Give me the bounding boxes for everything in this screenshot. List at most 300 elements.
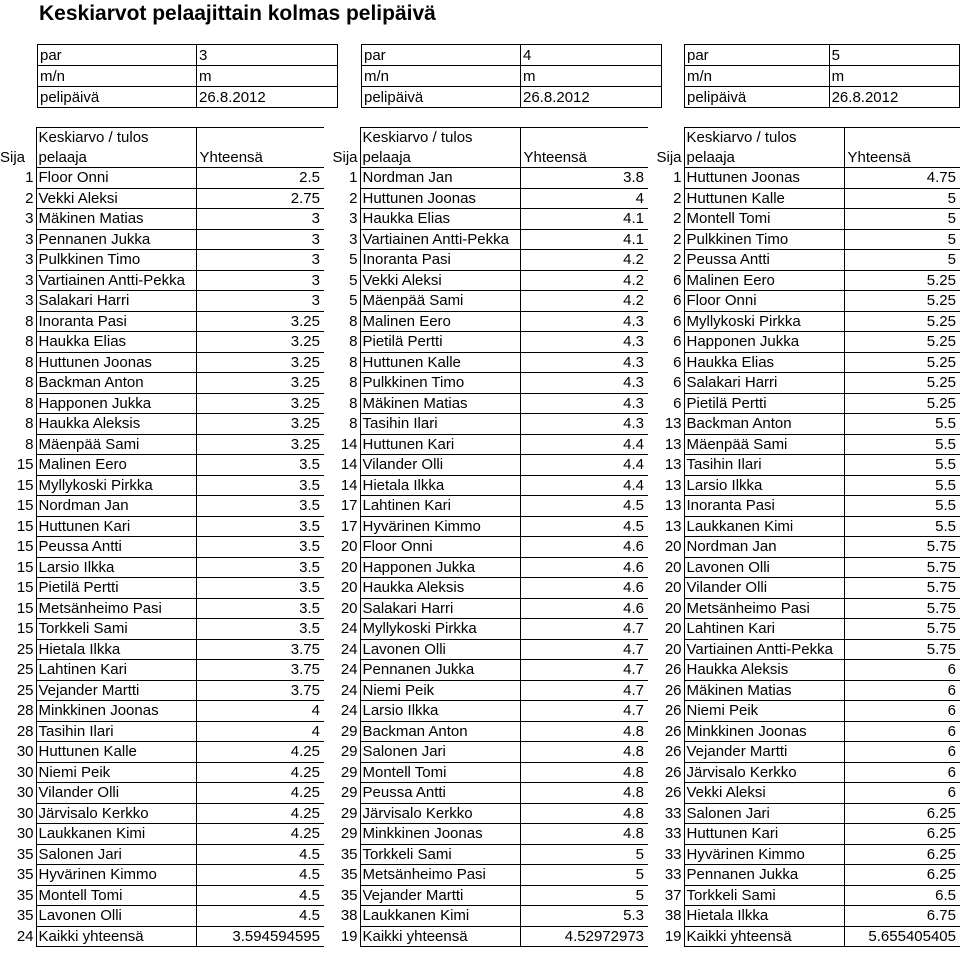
rank-cell: 5	[349, 292, 358, 310]
player-cell: Haukka Aleksis	[360, 578, 520, 599]
score-cell: 4.6	[520, 578, 648, 599]
player-cell: Vekki Aleksi	[36, 188, 196, 209]
table-row	[0, 414, 960, 435]
rank-cell: 3	[25, 230, 34, 248]
rank-cell: 17	[340, 497, 358, 515]
rank-cell: 8	[349, 312, 358, 330]
score-cell: 3.25	[196, 311, 324, 332]
player-header: pelaaja	[360, 148, 520, 168]
score-cell: 4	[196, 721, 324, 742]
score-cell: 3.5	[196, 598, 324, 619]
rank-cell: 20	[340, 579, 358, 597]
rank-cell: 5	[349, 251, 358, 269]
player-cell: Peussa Antti	[684, 250, 844, 271]
player-cell: Hietala Ilkka	[360, 475, 520, 496]
rank-cell: 26	[664, 661, 682, 679]
rank-cell: 8	[25, 394, 34, 412]
score-cell: 4.6	[520, 537, 648, 558]
table-row	[0, 885, 960, 906]
table-row	[0, 516, 960, 537]
score-cell: 3.5	[196, 557, 324, 578]
table-row	[0, 844, 960, 865]
table-row	[0, 619, 960, 640]
score-cell: 4	[520, 188, 648, 209]
player-cell: Metsänheimo Pasi	[684, 598, 844, 619]
player-cell: Mäenpää Sami	[360, 291, 520, 312]
rank-cell: 2	[673, 189, 682, 207]
score-cell: 5	[520, 885, 648, 906]
rank-cell: 28	[16, 722, 34, 740]
score-cell: 4.7	[520, 639, 648, 660]
rank-cell: 26	[664, 743, 682, 761]
table-row	[0, 496, 960, 517]
summary-row	[0, 926, 960, 947]
rank-cell: 2	[25, 189, 34, 207]
player-cell: Huttunen Joonas	[684, 168, 844, 189]
score-cell: 6.75	[844, 906, 960, 927]
player-cell: Vartiainen Antti-Pekka	[360, 229, 520, 250]
rank-cell: 15	[16, 538, 34, 556]
score-cell: 5.75	[844, 557, 960, 578]
score-cell: 4.1	[520, 229, 648, 250]
score-cell: 3	[196, 209, 324, 230]
score-cell: 3.5	[196, 537, 324, 558]
rank-cell: 13	[664, 415, 682, 433]
score-cell: 6	[844, 783, 960, 804]
rank-cell: 8	[25, 435, 34, 453]
rank-cell: 1	[349, 169, 358, 187]
rank-header: Sija	[0, 149, 26, 166]
player-cell: Backman Anton	[684, 414, 844, 435]
player-cell: Pulkkinen Timo	[36, 250, 196, 271]
rank-cell: 6	[673, 353, 682, 371]
table-row	[0, 721, 960, 742]
score-cell: 4.5	[196, 885, 324, 906]
score-cell: 5.75	[844, 639, 960, 660]
score-cell: 3.5	[196, 455, 324, 476]
score-cell: 5	[844, 250, 960, 271]
player-cell: Salakari Harri	[36, 291, 196, 312]
rank-cell: 29	[340, 743, 358, 761]
total-header: Yhteensä	[196, 148, 324, 168]
par-label: par	[38, 45, 197, 66]
player-cell: Torkkeli Sami	[684, 885, 844, 906]
rank-cell: 8	[25, 374, 34, 392]
player-cell: Pulkkinen Timo	[360, 373, 520, 394]
total-header: Yhteensä	[520, 148, 648, 168]
day-value: 26.8.2012	[197, 87, 338, 108]
rank-cell: 35	[16, 845, 34, 863]
score-cell: 4.5	[196, 865, 324, 886]
rank-cell: 2	[673, 210, 682, 228]
player-cell: Vartiainen Antti-Pekka	[684, 639, 844, 660]
day-value: 26.8.2012	[829, 87, 959, 108]
score-cell: 4.6	[520, 557, 648, 578]
score-cell: 4.5	[520, 496, 648, 517]
player-cell: Huttunen Joonas	[360, 188, 520, 209]
player-cell: Myllykoski Pirkka	[360, 619, 520, 640]
rank-cell: 3	[25, 271, 34, 289]
score-cell: 5	[844, 209, 960, 230]
rank-cell: 8	[25, 312, 34, 330]
rank-cell: 38	[664, 907, 682, 925]
player-cell: Malinen Eero	[684, 270, 844, 291]
player-header: pelaaja	[684, 148, 844, 168]
summary-average: 3.594594595	[196, 926, 324, 947]
score-cell: 4.6	[520, 598, 648, 619]
player-cell: Mäkinen Matias	[36, 209, 196, 230]
group-header: Keskiarvo / tulos	[684, 128, 844, 148]
score-cell: 5.5	[844, 414, 960, 435]
rank-cell: 8	[25, 415, 34, 433]
player-cell: Huttunen Joonas	[36, 352, 196, 373]
player-cell: Vekki Aleksi	[684, 783, 844, 804]
player-cell: Vilander Olli	[684, 578, 844, 599]
day-value: 26.8.2012	[521, 87, 662, 108]
player-cell: Niemi Peik	[36, 762, 196, 783]
player-cell: Inoranta Pasi	[360, 250, 520, 271]
table-row	[0, 680, 960, 701]
score-cell: 4.8	[520, 721, 648, 742]
player-cell: Järvisalo Kerkko	[36, 803, 196, 824]
player-cell: Pietilä Pertti	[36, 578, 196, 599]
score-cell: 5.75	[844, 619, 960, 640]
score-cell: 5.3	[520, 906, 648, 927]
rank-cell: 35	[16, 886, 34, 904]
score-cell: 3.5	[196, 496, 324, 517]
rank-cell: 30	[16, 784, 34, 802]
info-block-par4	[361, 44, 662, 108]
player-cell: Vejander Martti	[36, 680, 196, 701]
rank-cell: 30	[16, 763, 34, 781]
player-cell: Pietilä Pertti	[684, 393, 844, 414]
player-cell: Myllykoski Pirkka	[684, 311, 844, 332]
player-cell: Pulkkinen Timo	[684, 229, 844, 250]
rank-cell: 15	[16, 456, 34, 474]
score-cell: 5	[844, 229, 960, 250]
rank-cell: 25	[16, 661, 34, 679]
rank-cell: 6	[673, 292, 682, 310]
player-cell: Peussa Antti	[360, 783, 520, 804]
rank-cell: 30	[16, 804, 34, 822]
rank-cell: 20	[340, 538, 358, 556]
score-cell: 3.75	[196, 680, 324, 701]
summary-label: Kaikki yhteensä	[684, 926, 844, 947]
score-cell: 4.25	[196, 803, 324, 824]
par-label: par	[685, 45, 830, 66]
rank-cell: 1	[673, 169, 682, 187]
group-header: Keskiarvo / tulos	[36, 128, 196, 148]
table-row	[0, 598, 960, 619]
score-cell: 4.75	[844, 168, 960, 189]
rank-cell: 8	[349, 374, 358, 392]
rank-cell: 6	[673, 394, 682, 412]
player-cell: Huttunen Kalle	[36, 742, 196, 763]
score-cell: 4.8	[520, 762, 648, 783]
rank-cell: 26	[664, 722, 682, 740]
score-cell: 3.25	[196, 434, 324, 455]
score-cell: 4	[196, 701, 324, 722]
rank-cell: 8	[25, 353, 34, 371]
player-cell: Haukka Elias	[684, 352, 844, 373]
score-cell: 4.8	[520, 783, 648, 804]
player-cell: Pennanen Jukka	[36, 229, 196, 250]
table-row	[0, 742, 960, 763]
score-cell: 5.75	[844, 598, 960, 619]
day-label: pelipäivä	[362, 87, 521, 108]
score-cell: 5.25	[844, 291, 960, 312]
player-cell: Järvisalo Kerkko	[684, 762, 844, 783]
player-cell: Tasihin Ilari	[360, 414, 520, 435]
rank-cell: 29	[340, 804, 358, 822]
player-cell: Tasihin Ilari	[684, 455, 844, 476]
table-row	[0, 578, 960, 599]
score-cell: 4.2	[520, 270, 648, 291]
rank-cell: 15	[16, 497, 34, 515]
rank-cell: 1	[25, 169, 34, 187]
score-cell: 6.25	[844, 803, 960, 824]
score-cell: 6	[844, 721, 960, 742]
rank-cell: 29	[340, 825, 358, 843]
summary-rank: 19	[340, 927, 358, 945]
player-cell: Laukkanen Kimi	[360, 906, 520, 927]
rank-cell: 5	[349, 271, 358, 289]
player-cell: Nordman Jan	[36, 496, 196, 517]
table-row	[0, 188, 960, 209]
score-cell: 4.3	[520, 414, 648, 435]
score-cell: 6	[844, 742, 960, 763]
player-cell: Vejander Martti	[684, 742, 844, 763]
rank-cell: 30	[16, 743, 34, 761]
summary-average: 5.655405405	[844, 926, 960, 947]
score-cell: 4.25	[196, 742, 324, 763]
player-cell: Salonen Jari	[36, 844, 196, 865]
mn-value: m	[829, 66, 959, 87]
player-cell: Nordman Jan	[360, 168, 520, 189]
score-cell: 5.25	[844, 311, 960, 332]
table-row	[0, 393, 960, 414]
score-cell: 3	[196, 270, 324, 291]
player-cell: Torkkeli Sami	[360, 844, 520, 865]
score-cell: 4.4	[520, 434, 648, 455]
rank-cell: 13	[664, 435, 682, 453]
mn-value: m	[197, 66, 338, 87]
player-cell: Minkkinen Joonas	[684, 721, 844, 742]
rank-cell: 35	[16, 866, 34, 884]
score-cell: 4.4	[520, 475, 648, 496]
table-row	[0, 639, 960, 660]
score-cell: 5.5	[844, 516, 960, 537]
score-cell: 4.25	[196, 824, 324, 845]
player-cell: Salakari Harri	[360, 598, 520, 619]
score-cell: 5.25	[844, 270, 960, 291]
player-cell: Salonen Jari	[360, 742, 520, 763]
score-cell: 5.5	[844, 434, 960, 455]
rank-cell: 30	[16, 825, 34, 843]
rank-cell: 15	[16, 517, 34, 535]
score-cell: 6.25	[844, 844, 960, 865]
rank-cell: 14	[340, 476, 358, 494]
player-cell: Lavonen Olli	[36, 906, 196, 927]
rank-cell: 13	[664, 456, 682, 474]
rank-header: Sija	[656, 149, 682, 166]
score-cell: 4.5	[196, 844, 324, 865]
table-row	[0, 291, 960, 312]
rank-cell: 24	[340, 681, 358, 699]
player-cell: Vartiainen Antti-Pekka	[36, 270, 196, 291]
score-cell: 4.8	[520, 824, 648, 845]
rank-cell: 24	[340, 640, 358, 658]
score-cell: 5	[520, 865, 648, 886]
rank-header: Sija	[332, 149, 358, 166]
score-cell: 6	[844, 762, 960, 783]
player-cell: Haukka Elias	[360, 209, 520, 230]
rank-cell: 3	[25, 210, 34, 228]
rank-cell: 26	[664, 681, 682, 699]
rank-cell: 25	[16, 640, 34, 658]
player-cell: Tasihin Ilari	[36, 721, 196, 742]
player-cell: Malinen Eero	[360, 311, 520, 332]
score-cell: 5	[520, 844, 648, 865]
rank-cell: 8	[25, 333, 34, 351]
table-row	[0, 660, 960, 681]
rank-cell: 20	[664, 579, 682, 597]
player-cell: Larsio Ilkka	[684, 475, 844, 496]
table-row	[0, 332, 960, 353]
rank-cell: 14	[340, 456, 358, 474]
player-cell: Backman Anton	[360, 721, 520, 742]
score-cell: 5.25	[844, 393, 960, 414]
page-title: Keskiarvot pelaajittain kolmas pelipäivä	[39, 2, 436, 25]
score-cell: 3.75	[196, 660, 324, 681]
score-cell: 4.8	[520, 742, 648, 763]
rank-cell: 38	[340, 907, 358, 925]
rank-cell: 8	[349, 394, 358, 412]
rank-cell: 15	[16, 599, 34, 617]
score-cell: 5.5	[844, 475, 960, 496]
rank-cell: 13	[664, 517, 682, 535]
score-cell: 5.25	[844, 373, 960, 394]
score-cell: 4.7	[520, 619, 648, 640]
player-cell: Floor Onni	[36, 168, 196, 189]
rank-cell: 3	[349, 230, 358, 248]
player-cell: Huttunen Kalle	[360, 352, 520, 373]
player-cell: Happonen Jukka	[684, 332, 844, 353]
player-cell: Haukka Aleksis	[36, 414, 196, 435]
score-cell: 3.25	[196, 393, 324, 414]
score-cell: 2.5	[196, 168, 324, 189]
rank-cell: 26	[664, 763, 682, 781]
player-cell: Vekki Aleksi	[360, 270, 520, 291]
rank-cell: 2	[673, 230, 682, 248]
player-cell: Backman Anton	[36, 373, 196, 394]
score-cell: 4.8	[520, 803, 648, 824]
rank-cell: 15	[16, 579, 34, 597]
rank-cell: 15	[16, 476, 34, 494]
rank-cell: 24	[340, 702, 358, 720]
rank-cell: 35	[340, 866, 358, 884]
player-cell: Laukkanen Kimi	[684, 516, 844, 537]
rank-cell: 33	[664, 845, 682, 863]
player-cell: Montell Tomi	[36, 885, 196, 906]
player-cell: Huttunen Kari	[360, 434, 520, 455]
player-cell: Huttunen Kalle	[684, 188, 844, 209]
rank-cell: 8	[349, 353, 358, 371]
score-cell: 5.75	[844, 537, 960, 558]
player-cell: Haukka Aleksis	[684, 660, 844, 681]
score-cell: 4.2	[520, 291, 648, 312]
total-header: Yhteensä	[844, 148, 960, 168]
score-cell: 3.25	[196, 332, 324, 353]
player-cell: Mäkinen Matias	[360, 393, 520, 414]
score-cell: 3.75	[196, 639, 324, 660]
player-cell: Pennanen Jukka	[360, 660, 520, 681]
score-cell: 3.5	[196, 516, 324, 537]
player-cell: Lavonen Olli	[360, 639, 520, 660]
player-cell: Happonen Jukka	[36, 393, 196, 414]
player-cell: Peussa Antti	[36, 537, 196, 558]
table-row	[0, 270, 960, 291]
player-cell: Happonen Jukka	[360, 557, 520, 578]
player-cell: Hyvärinen Kimmo	[360, 516, 520, 537]
player-cell: Floor Onni	[684, 291, 844, 312]
table-row	[0, 455, 960, 476]
score-cell: 5.75	[844, 578, 960, 599]
player-cell: Hyvärinen Kimmo	[684, 844, 844, 865]
player-cell: Inoranta Pasi	[684, 496, 844, 517]
rank-cell: 8	[349, 415, 358, 433]
par-value: 5	[829, 45, 959, 66]
rank-cell: 6	[673, 333, 682, 351]
score-cell: 6	[844, 680, 960, 701]
score-cell: 4.3	[520, 352, 648, 373]
summary-average: 4.52972973	[520, 926, 648, 947]
rank-cell: 6	[673, 312, 682, 330]
rank-cell: 20	[664, 640, 682, 658]
score-cell: 4.7	[520, 701, 648, 722]
score-cell: 3.5	[196, 578, 324, 599]
rank-cell: 6	[673, 374, 682, 392]
info-block-par5	[684, 44, 960, 108]
rank-cell: 20	[664, 620, 682, 638]
score-cell: 3	[196, 229, 324, 250]
rank-cell: 33	[664, 825, 682, 843]
rank-cell: 20	[664, 558, 682, 576]
rank-cell: 3	[25, 292, 34, 310]
player-cell: Niemi Peik	[684, 701, 844, 722]
table-row	[0, 824, 960, 845]
player-cell: Floor Onni	[360, 537, 520, 558]
rank-cell: 25	[16, 681, 34, 699]
rank-cell: 20	[340, 558, 358, 576]
score-cell: 6.25	[844, 865, 960, 886]
rank-cell: 17	[340, 517, 358, 535]
player-cell: Mäenpää Sami	[684, 434, 844, 455]
player-cell: Montell Tomi	[360, 762, 520, 783]
player-cell: Hyvärinen Kimmo	[36, 865, 196, 886]
mn-label: m/n	[685, 66, 830, 87]
player-cell: Mäkinen Matias	[684, 680, 844, 701]
summary-rank: 24	[16, 927, 34, 945]
table-row	[0, 803, 960, 824]
score-cell: 6.25	[844, 824, 960, 845]
rank-cell: 20	[664, 599, 682, 617]
player-cell: Nordman Jan	[684, 537, 844, 558]
player-cell: Minkkinen Joonas	[360, 824, 520, 845]
score-cell: 6	[844, 701, 960, 722]
rank-cell: 29	[340, 722, 358, 740]
score-cell: 6	[844, 660, 960, 681]
